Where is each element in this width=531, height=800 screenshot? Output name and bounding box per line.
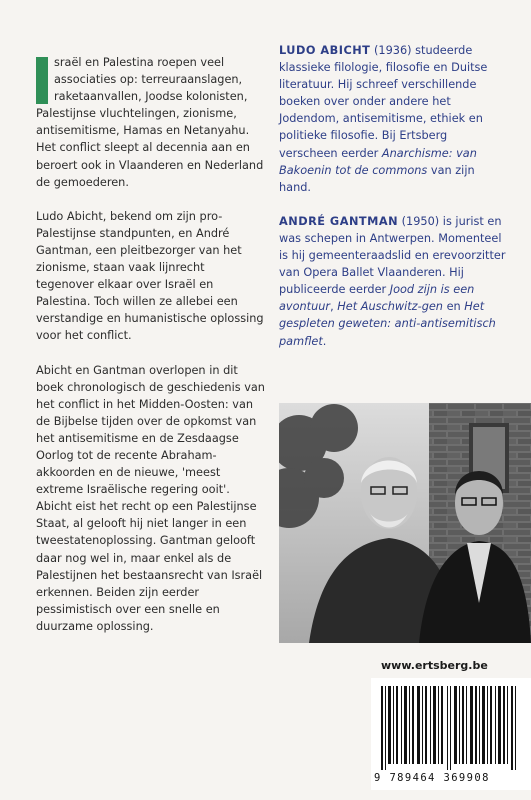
barcode-digits: 9 789464 369908 <box>374 772 490 784</box>
drop-cap-bar <box>36 57 48 104</box>
author-bio-gantman <box>279 213 509 350</box>
author-year-gantman: (1950) <box>401 214 440 228</box>
author-bios <box>279 42 509 367</box>
author-name-gantman: ANDRÉ GANTMAN <box>279 214 399 228</box>
book-title-anarchisme: Anarchisme: van Bakoenin tot de commons <box>279 146 477 177</box>
separator-2: en <box>442 300 465 314</box>
author-name-abicht: LUDO ABICHT <box>279 44 371 57</box>
book-title-geweten: Het gespleten geweten: anti-antisemitisch pamflet <box>279 300 496 348</box>
author-text-abicht-end: van zijn hand. <box>279 163 475 194</box>
blurb-paragraph-2: Ludo Abicht, bekend om zijn pro-Palestijnse standpunten, en André Gantman, een pleitbezorger van het zionisme, staan vaak lijnrecht tegenover elkaar over Israël en Palestina. Toch willen ze allebei een verstandige en humanistische oplossing voor het conflict. <box>36 209 264 343</box>
separator-1: , <box>330 300 338 314</box>
author-text-abicht: studeerde klassieke filologie, filosofie en Duitse literatuur. Hij schreef verschillende boeken over onder andere het Jodendom, antisemitisme, ethiek en politieke filosofie. Bij Ertsberg verscheen eerder <box>279 44 488 160</box>
author-photo <box>279 403 531 643</box>
author-year-abicht: (1936) <box>373 44 412 57</box>
publisher-url: www.ertsberg.be <box>381 659 488 672</box>
author-bio-abicht <box>279 42 509 196</box>
barcode-bars <box>371 678 531 772</box>
book-title-jood: Jood zijn is een avontuur <box>279 283 475 314</box>
blurb-text-1: sraël en Palestina roepen veel associaties op: terreuraanslagen, raketaanvallen, Joodse kolonisten, Palestijnse vluchtelingen, zionisme, antisemitisme, Hamas en Netanyahu. Het conflict sleept al decennia aan en beroert ook in Vlaanderen en Nederland de gemoederen. <box>36 56 264 189</box>
sentence-end: . <box>322 334 327 348</box>
blurb-paragraph-3: Abicht en Gantman overlopen in dit boek chronologisch de geschiedenis van het conflict in het Midden-Oosten: van de Bijbelse tijden over de opkomst van het antisemitisme en de Zesdaagse Oorlog tot de recente Abraham-akkoorden en de nieuwe, 'meest extreme Israëlische regering ooit'. Abicht eist het recht op een Palestijnse Staat, al gelooft hij niet langer in een tweestatenoplossing. Gantman gelooft daar nog wel in, maar enkel als de Palestijnen het bestaansrecht van Israël erkennen. Beiden zijn eerder pessimistisch over een snelle en duurzame oplossing. <box>36 363 265 633</box>
author-text-gantman: is jurist en was schepen in Antwerpen. Momenteel is hij gemeenteraadslid en erevoorzitter van Opera Ballet Vlaanderen. Hij publiceerde eerder <box>279 214 506 297</box>
book-title-auschwitz: Het Auschwitz-gen <box>337 300 443 314</box>
blurb-column <box>36 54 266 652</box>
blurb-paragraph-1 <box>36 54 266 191</box>
